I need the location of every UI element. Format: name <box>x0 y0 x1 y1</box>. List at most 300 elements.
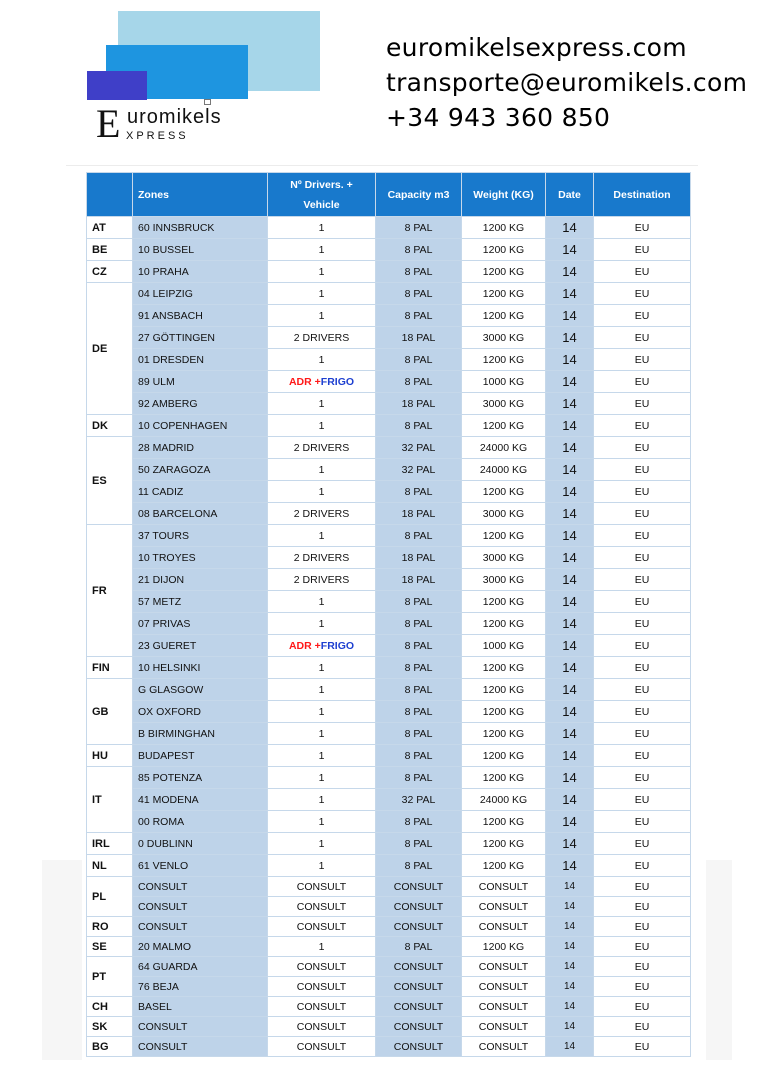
capacity-cell: 18 PAL <box>376 503 462 525</box>
country-cell: RO <box>87 917 133 937</box>
capacity-cell: 32 PAL <box>376 459 462 481</box>
table-header-row <box>87 173 691 217</box>
zone-cell: 50 ZARAGOZA <box>133 459 268 481</box>
table-row <box>87 767 691 789</box>
country-cell: PT <box>87 957 133 997</box>
drivers-cell: CONSULT <box>268 897 376 917</box>
destination-cell: EU <box>594 855 691 877</box>
drivers-cell: 1 <box>268 217 376 239</box>
drivers-cell: CONSULT <box>268 957 376 977</box>
drivers-cell: 1 <box>268 937 376 957</box>
table-row <box>87 415 691 437</box>
table-row <box>87 217 691 239</box>
capacity-cell: 8 PAL <box>376 371 462 393</box>
weight-cell: 1200 KG <box>462 745 546 767</box>
destination-cell: EU <box>594 701 691 723</box>
table-row <box>87 877 691 897</box>
country-cell: BE <box>87 239 133 261</box>
capacity-cell: CONSULT <box>376 957 462 977</box>
phone-number[interactable]: +34 943 360 850 <box>386 103 611 132</box>
weight-cell: 3000 KG <box>462 393 546 415</box>
capacity-cell: 18 PAL <box>376 569 462 591</box>
date-cell: 14 <box>546 767 594 789</box>
destination-cell: EU <box>594 569 691 591</box>
weight-cell: CONSULT <box>462 997 546 1017</box>
country-cell: DK <box>87 415 133 437</box>
adr-label: ADR + <box>288 375 321 388</box>
capacity-cell: 8 PAL <box>376 701 462 723</box>
drivers-cell: CONSULT <box>268 977 376 997</box>
capacity-cell: 18 PAL <box>376 393 462 415</box>
country-cell: IRL <box>87 833 133 855</box>
weight-cell: 1200 KG <box>462 305 546 327</box>
date-cell: 14 <box>546 217 594 239</box>
date-cell: 14 <box>546 261 594 283</box>
table-row <box>87 547 691 569</box>
table-row <box>87 701 691 723</box>
drivers-cell: 1 <box>268 811 376 833</box>
destination-cell: EU <box>594 305 691 327</box>
country-cell: BG <box>87 1037 133 1057</box>
destination-cell: EU <box>594 745 691 767</box>
destination-cell: EU <box>594 1017 691 1037</box>
drivers-cell: 2 DRIVERS <box>268 547 376 569</box>
table-row <box>87 349 691 371</box>
capacity-cell: CONSULT <box>376 877 462 897</box>
logo-subtitle: XPRESS <box>126 130 189 142</box>
table-row <box>87 789 691 811</box>
date-cell: 14 <box>546 789 594 811</box>
country-cell: FR <box>87 525 133 657</box>
zone-cell: 10 PRAHA <box>133 261 268 283</box>
adr-label: ADR + <box>288 639 321 652</box>
zone-cell: 01 DRESDEN <box>133 349 268 371</box>
weight-cell: 1200 KG <box>462 811 546 833</box>
capacity-cell: 8 PAL <box>376 415 462 437</box>
date-cell: 14 <box>546 437 594 459</box>
destination-cell: EU <box>594 371 691 393</box>
capacity-cell: 18 PAL <box>376 547 462 569</box>
destination-cell: EU <box>594 283 691 305</box>
page-shadow-left <box>42 860 82 1060</box>
destination-cell: EU <box>594 833 691 855</box>
table-row <box>87 679 691 701</box>
weight-cell: 1200 KG <box>462 481 546 503</box>
destination-cell: EU <box>594 877 691 897</box>
zone-cell: CONSULT <box>133 917 268 937</box>
table-row <box>87 239 691 261</box>
capacity-cell: 8 PAL <box>376 811 462 833</box>
weight-cell: CONSULT <box>462 917 546 937</box>
table-row <box>87 283 691 305</box>
capacity-cell: CONSULT <box>376 977 462 997</box>
date-cell: 14 <box>546 1017 594 1037</box>
destination-cell: EU <box>594 811 691 833</box>
zone-cell: 27 GÖTTINGEN <box>133 327 268 349</box>
capacity-cell: CONSULT <box>376 917 462 937</box>
date-cell: 14 <box>546 569 594 591</box>
date-cell: 14 <box>546 459 594 481</box>
weight-cell: 1200 KG <box>462 613 546 635</box>
table-row <box>87 525 691 547</box>
contact-block <box>386 30 747 135</box>
zone-cell: 0 DUBLINN <box>133 833 268 855</box>
drivers-cell: 1 <box>268 239 376 261</box>
destination-cell: EU <box>594 525 691 547</box>
date-cell: 14 <box>546 393 594 415</box>
zone-cell: 41 MODENA <box>133 789 268 811</box>
destination-cell: EU <box>594 635 691 657</box>
drivers-cell: 1 <box>268 679 376 701</box>
header-country <box>87 173 133 217</box>
country-cell: PL <box>87 877 133 917</box>
table-row <box>87 723 691 745</box>
destination-cell: EU <box>594 957 691 977</box>
drivers-cell: 1 <box>268 745 376 767</box>
date-cell: 14 <box>546 613 594 635</box>
zone-cell: CONSULT <box>133 877 268 897</box>
date-cell: 14 <box>546 745 594 767</box>
capacity-cell: 8 PAL <box>376 745 462 767</box>
country-cell: SK <box>87 1017 133 1037</box>
capacity-cell: 8 PAL <box>376 261 462 283</box>
destination-cell: EU <box>594 503 691 525</box>
zone-cell: 76 BEJA <box>133 977 268 997</box>
date-cell: 14 <box>546 997 594 1017</box>
drivers-cell: CONSULT <box>268 1017 376 1037</box>
table-row <box>87 1037 691 1057</box>
capacity-cell: 8 PAL <box>376 283 462 305</box>
table-row <box>87 393 691 415</box>
destination-cell: EU <box>594 591 691 613</box>
destination-cell: EU <box>594 415 691 437</box>
capacity-cell: 32 PAL <box>376 437 462 459</box>
drivers-cell: 1 <box>268 525 376 547</box>
weight-cell: CONSULT <box>462 877 546 897</box>
date-cell: 14 <box>546 723 594 745</box>
drivers-cell: 1 <box>268 789 376 811</box>
capacity-cell: 8 PAL <box>376 855 462 877</box>
drivers-cell: 1 <box>268 481 376 503</box>
header-drivers-line2: Vehicle <box>303 198 340 211</box>
drivers-cell: CONSULT <box>268 997 376 1017</box>
country-cell: SE <box>87 937 133 957</box>
date-cell: 14 <box>546 897 594 917</box>
header-drivers <box>268 173 376 217</box>
zone-cell: CONSULT <box>133 1017 268 1037</box>
capacity-cell: 8 PAL <box>376 239 462 261</box>
zone-cell: 10 BUSSEL <box>133 239 268 261</box>
zone-cell: 07 PRIVAS <box>133 613 268 635</box>
destination-cell: EU <box>594 613 691 635</box>
weight-cell: 1200 KG <box>462 261 546 283</box>
drivers-cell: 1 <box>268 305 376 327</box>
date-cell: 14 <box>546 591 594 613</box>
table-row <box>87 437 691 459</box>
date-cell: 14 <box>546 415 594 437</box>
destination-cell: EU <box>594 897 691 917</box>
weight-cell: 1200 KG <box>462 679 546 701</box>
page-shadow-right <box>706 860 732 1060</box>
date-cell: 14 <box>546 657 594 679</box>
capacity-cell: 18 PAL <box>376 327 462 349</box>
capacity-cell: 8 PAL <box>376 937 462 957</box>
weight-cell: CONSULT <box>462 897 546 917</box>
capacity-cell: 8 PAL <box>376 833 462 855</box>
zone-cell: OX OXFORD <box>133 701 268 723</box>
destination-cell: EU <box>594 657 691 679</box>
capacity-cell: 8 PAL <box>376 217 462 239</box>
zone-cell: 91 ANSBACH <box>133 305 268 327</box>
rates-table <box>86 172 691 1057</box>
zone-cell: 61 VENLO <box>133 855 268 877</box>
drivers-cell: 1 <box>268 393 376 415</box>
capacity-cell: 8 PAL <box>376 635 462 657</box>
drivers-cell: 1 <box>268 349 376 371</box>
date-cell: 14 <box>546 937 594 957</box>
capacity-cell: 8 PAL <box>376 767 462 789</box>
table-row <box>87 503 691 525</box>
table-row <box>87 657 691 679</box>
header-drivers-line1: Nº Drivers. + <box>290 178 353 191</box>
zone-cell: 57 METZ <box>133 591 268 613</box>
zone-cell: 60 INNSBRUCK <box>133 217 268 239</box>
drivers-cell: CONSULT <box>268 1037 376 1057</box>
zone-cell: 04 LEIPZIG <box>133 283 268 305</box>
table-row <box>87 591 691 613</box>
destination-cell: EU <box>594 547 691 569</box>
date-cell: 14 <box>546 701 594 723</box>
country-cell: CZ <box>87 261 133 283</box>
destination-cell: EU <box>594 723 691 745</box>
drivers-cell: 1 <box>268 767 376 789</box>
table-row <box>87 261 691 283</box>
table-row <box>87 613 691 635</box>
header-date: Date <box>546 173 594 217</box>
destination-cell: EU <box>594 327 691 349</box>
table-body <box>87 217 691 1057</box>
weight-cell: 1200 KG <box>462 415 546 437</box>
capacity-cell: 8 PAL <box>376 657 462 679</box>
weight-cell: 1200 KG <box>462 701 546 723</box>
capacity-cell: CONSULT <box>376 1037 462 1057</box>
capacity-cell: 8 PAL <box>376 679 462 701</box>
weight-cell: 1200 KG <box>462 525 546 547</box>
weight-cell: 1200 KG <box>462 657 546 679</box>
capacity-cell: 8 PAL <box>376 349 462 371</box>
weight-cell: 24000 KG <box>462 789 546 811</box>
capacity-cell: CONSULT <box>376 997 462 1017</box>
date-cell: 14 <box>546 679 594 701</box>
table-row <box>87 305 691 327</box>
table-row <box>87 937 691 957</box>
drivers-cell: 1 <box>268 613 376 635</box>
weight-cell: 1200 KG <box>462 283 546 305</box>
country-cell: GB <box>87 679 133 745</box>
weight-cell: CONSULT <box>462 957 546 977</box>
table-row <box>87 977 691 997</box>
table-row <box>87 833 691 855</box>
zone-cell: 08 BARCELONA <box>133 503 268 525</box>
capacity-cell: 8 PAL <box>376 613 462 635</box>
weight-cell: 1200 KG <box>462 937 546 957</box>
date-cell: 14 <box>546 855 594 877</box>
zone-cell: 92 AMBERG <box>133 393 268 415</box>
zone-cell: 10 COPENHAGEN <box>133 415 268 437</box>
drivers-cell: CONSULT <box>268 877 376 897</box>
zone-cell: G GLASGOW <box>133 679 268 701</box>
zone-cell: 00 ROMA <box>133 811 268 833</box>
table-row <box>87 917 691 937</box>
date-cell: 14 <box>546 305 594 327</box>
table-row <box>87 997 691 1017</box>
country-cell: FIN <box>87 657 133 679</box>
drivers-cell: 1 <box>268 459 376 481</box>
capacity-cell: 8 PAL <box>376 305 462 327</box>
capacity-cell: 8 PAL <box>376 525 462 547</box>
capacity-cell: 32 PAL <box>376 789 462 811</box>
zone-cell: BUDAPEST <box>133 745 268 767</box>
date-cell: 14 <box>546 635 594 657</box>
date-cell: 14 <box>546 327 594 349</box>
frigo-label: FRIGO <box>320 375 355 388</box>
weight-cell: 24000 KG <box>462 459 546 481</box>
frigo-label: FRIGO <box>320 639 355 652</box>
table-row <box>87 897 691 917</box>
drivers-cell: 1 <box>268 415 376 437</box>
date-cell: 14 <box>546 239 594 261</box>
weight-cell: 1000 KG <box>462 371 546 393</box>
weight-cell: 3000 KG <box>462 327 546 349</box>
table-row <box>87 569 691 591</box>
logo-dot <box>204 99 211 105</box>
date-cell: 14 <box>546 481 594 503</box>
weight-cell: 24000 KG <box>462 437 546 459</box>
date-cell: 14 <box>546 283 594 305</box>
table-row <box>87 745 691 767</box>
destination-cell: EU <box>594 459 691 481</box>
destination-cell: EU <box>594 437 691 459</box>
table-row <box>87 371 691 393</box>
zone-cell: 89 ULM <box>133 371 268 393</box>
date-cell: 14 <box>546 811 594 833</box>
weight-cell: 1200 KG <box>462 217 546 239</box>
email-link[interactable]: transporte@euromikels.com <box>386 68 748 97</box>
date-cell: 14 <box>546 957 594 977</box>
capacity-cell: 8 PAL <box>376 591 462 613</box>
zone-cell: B BIRMINGHAN <box>133 723 268 745</box>
zone-cell: 28 MADRID <box>133 437 268 459</box>
destination-cell: EU <box>594 997 691 1017</box>
header-capacity: Capacity m3 <box>376 173 462 217</box>
header-zones: Zones <box>133 173 268 217</box>
destination-cell: EU <box>594 767 691 789</box>
weight-cell: 1000 KG <box>462 635 546 657</box>
destination-cell: EU <box>594 679 691 701</box>
drivers-cell <box>268 635 376 657</box>
weight-cell: 1200 KG <box>462 723 546 745</box>
zone-cell: 37 TOURS <box>133 525 268 547</box>
zone-cell: CONSULT <box>133 897 268 917</box>
destination-cell: EU <box>594 1037 691 1057</box>
country-cell: DE <box>87 283 133 415</box>
capacity-cell: 8 PAL <box>376 481 462 503</box>
date-cell: 14 <box>546 547 594 569</box>
country-cell: NL <box>87 855 133 877</box>
date-cell: 14 <box>546 977 594 997</box>
table-row <box>87 327 691 349</box>
header-weight: Weight (KG) <box>462 173 546 217</box>
zone-cell: 11 CADIZ <box>133 481 268 503</box>
drivers-cell: 1 <box>268 591 376 613</box>
drivers-cell: 1 <box>268 833 376 855</box>
drivers-cell <box>268 371 376 393</box>
logo-name: uromikels <box>127 106 222 128</box>
table-row <box>87 957 691 977</box>
table-row <box>87 459 691 481</box>
header-destination: Destination <box>594 173 691 217</box>
drivers-cell: 2 DRIVERS <box>268 327 376 349</box>
date-cell: 14 <box>546 1037 594 1057</box>
weight-cell: 1200 KG <box>462 767 546 789</box>
drivers-cell: CONSULT <box>268 917 376 937</box>
capacity-cell: CONSULT <box>376 897 462 917</box>
zone-cell: BASEL <box>133 997 268 1017</box>
table-row <box>87 811 691 833</box>
country-cell: IT <box>87 767 133 833</box>
destination-cell: EU <box>594 349 691 371</box>
weight-cell: 1200 KG <box>462 833 546 855</box>
zone-cell: 64 GUARDA <box>133 957 268 977</box>
header-divider <box>66 165 698 166</box>
weight-cell: CONSULT <box>462 1017 546 1037</box>
country-cell: ES <box>87 437 133 525</box>
weight-cell: 3000 KG <box>462 569 546 591</box>
country-cell: HU <box>87 745 133 767</box>
weight-cell: 1200 KG <box>462 855 546 877</box>
logo-big-letter: E <box>96 101 121 146</box>
website-link[interactable]: euromikelsexpress.com <box>386 33 687 62</box>
capacity-cell: CONSULT <box>376 1017 462 1037</box>
company-logo <box>0 0 340 160</box>
date-cell: 14 <box>546 525 594 547</box>
destination-cell: EU <box>594 261 691 283</box>
drivers-cell: 2 DRIVERS <box>268 569 376 591</box>
drivers-cell: 2 DRIVERS <box>268 503 376 525</box>
drivers-cell: 1 <box>268 283 376 305</box>
weight-cell: CONSULT <box>462 1037 546 1057</box>
weight-cell: 3000 KG <box>462 503 546 525</box>
drivers-cell: 1 <box>268 657 376 679</box>
weight-cell: 3000 KG <box>462 547 546 569</box>
drivers-cell: 1 <box>268 723 376 745</box>
zone-cell: 10 HELSINKI <box>133 657 268 679</box>
table-row <box>87 481 691 503</box>
drivers-cell: 1 <box>268 261 376 283</box>
weight-cell: 1200 KG <box>462 349 546 371</box>
date-cell: 14 <box>546 349 594 371</box>
country-cell: CH <box>87 997 133 1017</box>
drivers-cell: 1 <box>268 855 376 877</box>
destination-cell: EU <box>594 977 691 997</box>
table-row <box>87 1017 691 1037</box>
date-cell: 14 <box>546 503 594 525</box>
zone-cell: 21 DIJON <box>133 569 268 591</box>
logo-square-dark <box>87 71 147 100</box>
destination-cell: EU <box>594 937 691 957</box>
weight-cell: CONSULT <box>462 977 546 997</box>
country-cell: AT <box>87 217 133 239</box>
